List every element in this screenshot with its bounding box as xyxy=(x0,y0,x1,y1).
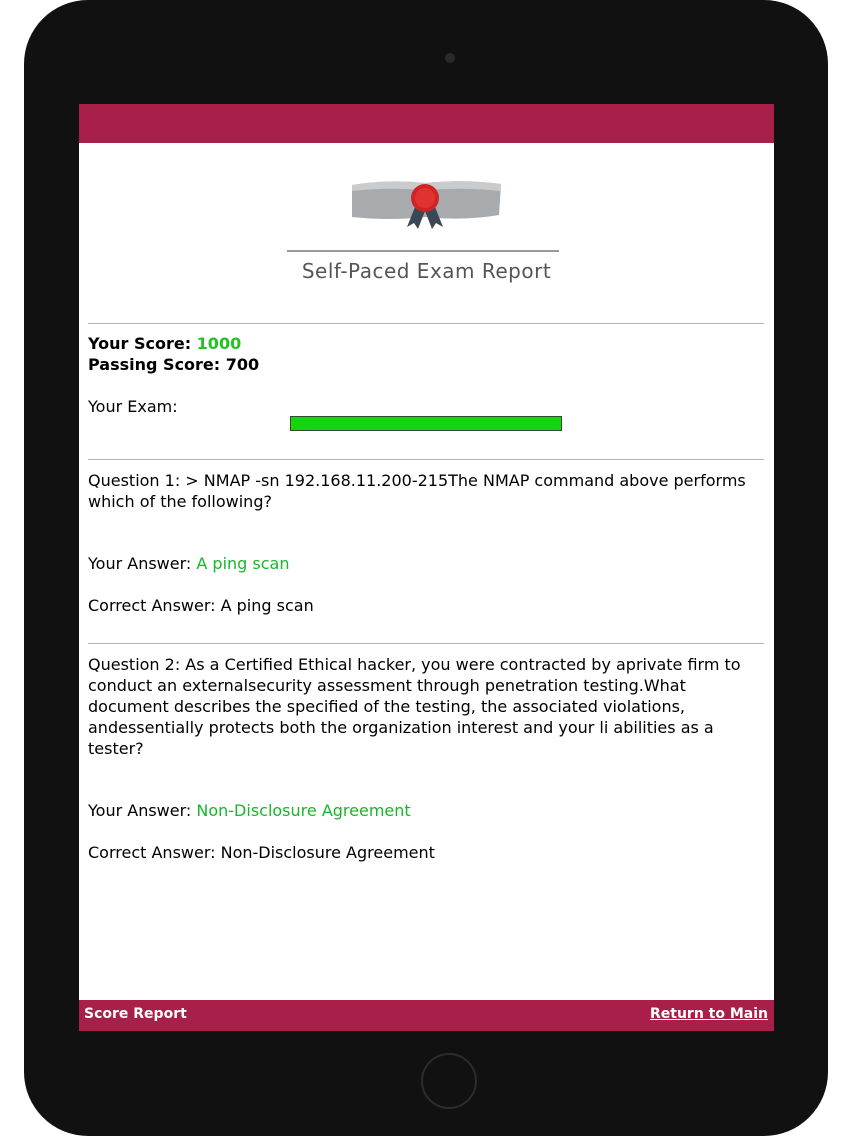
correct-answer-label: Correct Answer: xyxy=(88,843,221,862)
your-answer-value: A ping scan xyxy=(196,554,290,573)
divider xyxy=(88,459,764,460)
passing-score xyxy=(88,354,259,375)
your-answer-label: Your Answer: xyxy=(88,554,197,573)
bottom-bar xyxy=(79,1000,774,1031)
question-1-text: Question 1: > NMAP -sn 192.168.11.200-215The NMAP command above performs which of the following? xyxy=(88,471,746,511)
question-1-your-answer xyxy=(88,553,289,574)
your-answer-label: Your Answer: xyxy=(88,801,197,820)
your-answer-value: Non-Disclosure Agreement xyxy=(196,801,411,820)
correct-answer-value: A ping scan xyxy=(220,596,314,615)
passing-score-value: 700 xyxy=(225,355,260,374)
your-score-value: 1000 xyxy=(196,334,242,353)
exam-progress-fill xyxy=(291,417,561,430)
home-button[interactable] xyxy=(421,1053,477,1109)
top-bar xyxy=(79,104,774,143)
question-2-your-answer xyxy=(88,800,411,821)
camera-icon xyxy=(445,53,455,63)
title-divider xyxy=(287,250,559,252)
diploma-ribbon-icon xyxy=(349,179,504,231)
return-to-main-link[interactable]: Return to Main xyxy=(649,1006,768,1022)
your-exam-label: Your Exam: xyxy=(88,397,178,416)
divider xyxy=(88,323,764,324)
score-report-label: Score Report xyxy=(84,1006,187,1022)
divider xyxy=(88,643,764,644)
question-2-text: Question 2: As a Certified Ethical hacker, you were contracted by aprivate firm to conduct an externalsecurity assessment through penetration testing.What document describes the specified of the testing, the associated violations, andessentially protects both the organization interest and your li abilities as a tester? xyxy=(88,655,741,758)
correct-answer-value: Non-Disclosure Agreement xyxy=(220,843,435,862)
question-2-correct-answer xyxy=(88,842,435,863)
your-score xyxy=(88,333,241,354)
your-score-label: Your Score: xyxy=(88,334,197,353)
passing-score-label: Passing Score: xyxy=(88,355,226,374)
correct-answer-label: Correct Answer: xyxy=(88,596,221,615)
question-1-correct-answer xyxy=(88,595,314,616)
page-title: Self-Paced Exam Report xyxy=(301,259,552,283)
app-screen xyxy=(79,104,774,1031)
exam-progress-bar xyxy=(290,416,562,431)
